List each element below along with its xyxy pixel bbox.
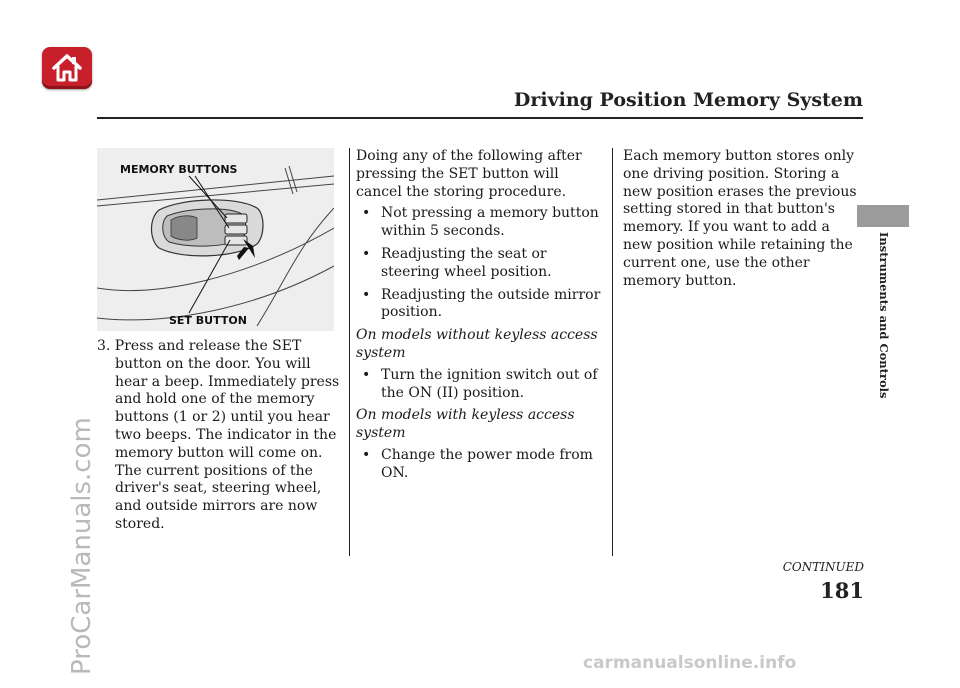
no-keyless-list (356, 367, 606, 403)
list-item: • Readjusting the outside mirror position. (356, 287, 606, 323)
list-item: • Turn the ignition switch out of the ON (II) position. (356, 367, 606, 403)
column-3 (623, 148, 861, 290)
home-button[interactable] (42, 47, 92, 89)
watermark-bottom: carmanualsonline.info (583, 653, 797, 673)
subhead-keyless: On models with keyless access system (356, 407, 575, 442)
page-number: 181 (820, 578, 864, 603)
column-divider-1 (349, 148, 350, 556)
step-3-text: 3. Press and release the SET button on the door. You will hear a beep. Immediately press and hold one of the memory buttons (1 or 2) until you hear two beeps. The indicator in the memory button will come on. The current positions of the driver's seat, steering wheel, and outside mirrors are now stored. (97, 338, 340, 532)
list-item: • Not pressing a memory button within 5 seconds. (356, 205, 606, 241)
column-divider-2 (612, 148, 613, 556)
subhead-no-keyless: On models without keyless access system (356, 327, 598, 361)
home-icon (50, 53, 84, 83)
column-1 (97, 338, 343, 534)
list-item: • Change the power mode from ON. (356, 447, 606, 483)
keyless-list (356, 447, 606, 483)
page-title: Driving Position Memory System (513, 89, 863, 111)
watermark-left: ProCarManuals.com (67, 417, 97, 675)
column-2 (356, 148, 606, 488)
section-tab (857, 205, 909, 227)
memory-buttons-label: MEMORY BUTTONS (120, 163, 238, 176)
memory-storage-text: Each memory button stores only one driving position. Storing a new position erases the previous setting stored in that button's memory. If you want to add a new position while retaining the current one, use the other memory button. (623, 148, 857, 289)
section-tab-label: Instruments and Controls (877, 232, 891, 399)
set-button-label: SET BUTTON (169, 314, 247, 327)
list-item: • Readjusting the seat or steering wheel position. (356, 246, 606, 282)
cancel-conditions-list (356, 205, 606, 322)
cancel-intro-text: Doing any of the following after pressing the SET button will cancel the storing procedure. (356, 148, 582, 200)
door-panel-figure (97, 148, 334, 331)
header-rule (97, 117, 863, 119)
continued-label: CONTINUED (782, 560, 864, 574)
